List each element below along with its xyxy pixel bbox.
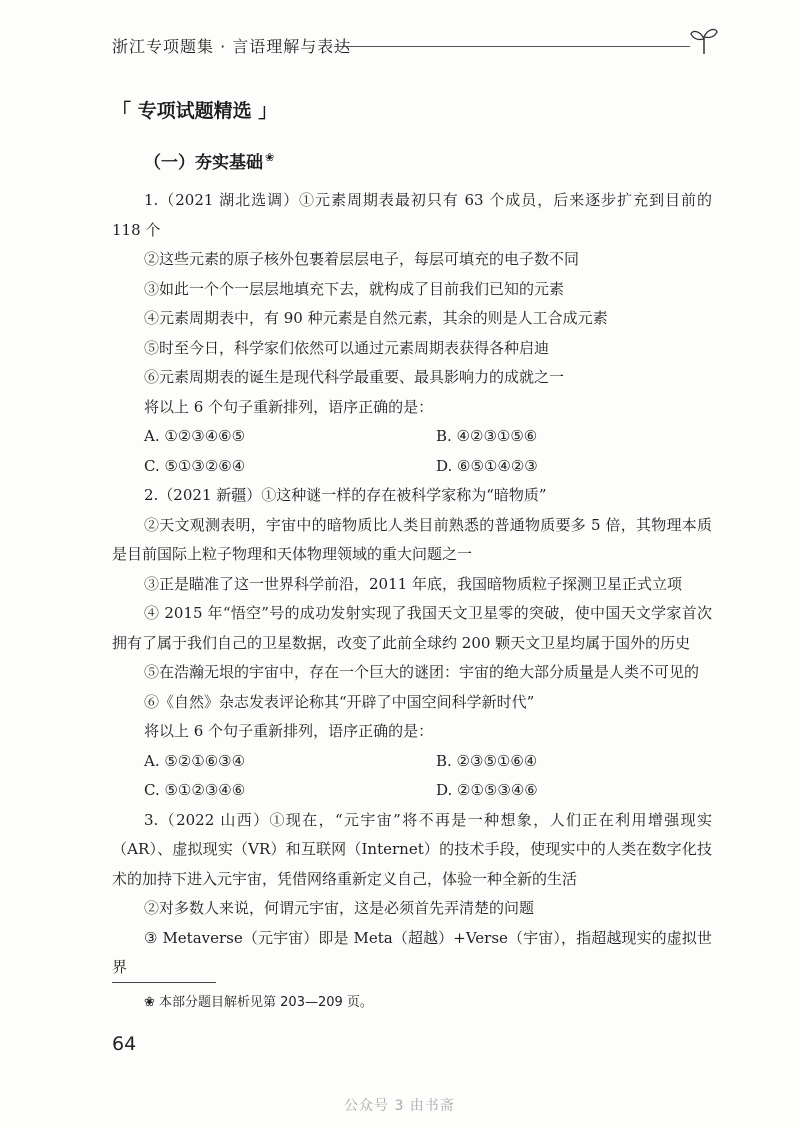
option-c[interactable]: C. ⑤①②③④⑥ <box>144 781 246 799</box>
question-2-options-row-2 <box>112 776 712 806</box>
footnote-mark: ❀ <box>265 151 275 165</box>
option-c[interactable]: C. ⑤①③②⑥④ <box>144 456 246 475</box>
option-a[interactable]: A. ①②③④⑥⑤ <box>144 427 246 445</box>
footnote: ❀ 本部分题目解析见第 203—209 页。 <box>144 995 373 1010</box>
question-3-sentence-3: ③ Metaverse（元宇宙）即是 Meta（超越）+Verse（宇宙），指超越现实的虚拟世界 <box>112 928 712 976</box>
question-3-sentence-2: ②对多数人来说，何谓元宇宙，这是必须首先弄清楚的问题 <box>144 899 535 917</box>
question-2-stem: 2.（2021 新疆）①这种谜一样的存在被科学家称为“暗物质” <box>144 486 547 504</box>
option-a[interactable]: A. ⑤②①⑥③④ <box>144 751 246 770</box>
question-1-sentence-2: ②这些元素的原子核外包裹着层层电子，每层可填充的电子数不同 <box>144 250 580 268</box>
question-1-stem: 1.（2021 湖北选调）①元素周期表最初只有 63 个成员，后来逐步扩充到目前的 118 个 <box>112 191 712 239</box>
question-2-options-row-1 <box>112 747 712 777</box>
question-2-sentence-5: ⑤在浩瀚无垠的宇宙中，存在一个巨大的谜团：宇宙的绝大部分质量是人类不可见的 <box>144 663 700 681</box>
option-d[interactable]: D. ⑥⑤①④②③ <box>436 456 538 475</box>
question-1-sentence-3: ③如此一个个一层层地填充下去，就构成了目前我们已知的元素 <box>144 279 565 298</box>
section-heading: 「 专项试题精选 」 <box>112 100 278 122</box>
header-title: 浙江专项题集 · 言语理解与表达 <box>112 37 352 56</box>
question-2-sentence-2: ②天文观测表明，宇宙中的暗物质比人类目前熟悉的普通物质要多 5 倍，其物理本质是目前国际上粒子物理和天体物理领域的重大问题之一 <box>112 515 712 563</box>
question-1-options-row-2 <box>112 452 712 482</box>
watermark: 公众号 3 由书斋 <box>344 1098 455 1114</box>
question-1-sentence-5: ⑤时至今日，科学家们依然可以通过元素周期表获得各种启迪 <box>144 338 550 357</box>
question-2-prompt: 将以上 6 个句子重新排列，语序正确的是： <box>144 722 434 740</box>
sprout-icon <box>688 24 720 56</box>
question-1-options-row-1 <box>112 422 712 452</box>
question-1-prompt: 将以上 6 个句子重新排列，语序正确的是： <box>144 397 434 416</box>
question-1-sentence-4: ④元素周期表中，有 90 种元素是自然元素，其余的则是人工合成元素 <box>144 309 608 327</box>
option-d[interactable]: D. ②①⑤③④⑥ <box>436 781 538 799</box>
page-header <box>112 24 720 60</box>
question-2-sentence-3: ③正是瞄准了这一世界科学前沿，2011 年底，我国暗物质粒子探测卫星正式立项 <box>144 574 682 593</box>
question-3-stem: 3.（2022 山西）①现在，“元宇宙”将不再是一种想象，人们正在利用增强现实（AR）、虚拟现实（VR）和互联网（Internet）的技术手段，使现实中的人类在数字化技术的加持下进入元宇宙，凭借网络重新定义自己，体验一种全新的生活 <box>112 810 712 888</box>
question-1-sentence-6: ⑥元素周期表的诞生是现代科学最重要、最具影响力的成就之一 <box>144 368 565 386</box>
option-b[interactable]: B. ④②③①⑤⑥ <box>436 427 538 445</box>
subsection-heading <box>144 148 274 173</box>
footnote-rule <box>112 982 216 983</box>
option-b[interactable]: B. ②③⑤①⑥④ <box>436 751 538 770</box>
header-rule <box>334 46 690 47</box>
question-2-sentence-6: ⑥《自然》杂志发表评论称其“开辟了中国空间科学新时代” <box>144 692 535 711</box>
question-2-sentence-4: ④ 2015 年“悟空”号的成功发射实现了我国天文卫星零的突破，使中国天文学家首次拥有了属于我们自己的卫星数据，改变了此前全球约 200 颗天文卫星均属于国外的历史 <box>112 604 712 652</box>
question-content <box>112 186 712 983</box>
page-number: 64 <box>112 1033 137 1055</box>
subsection-title: （一）夯实基础 <box>144 153 263 173</box>
